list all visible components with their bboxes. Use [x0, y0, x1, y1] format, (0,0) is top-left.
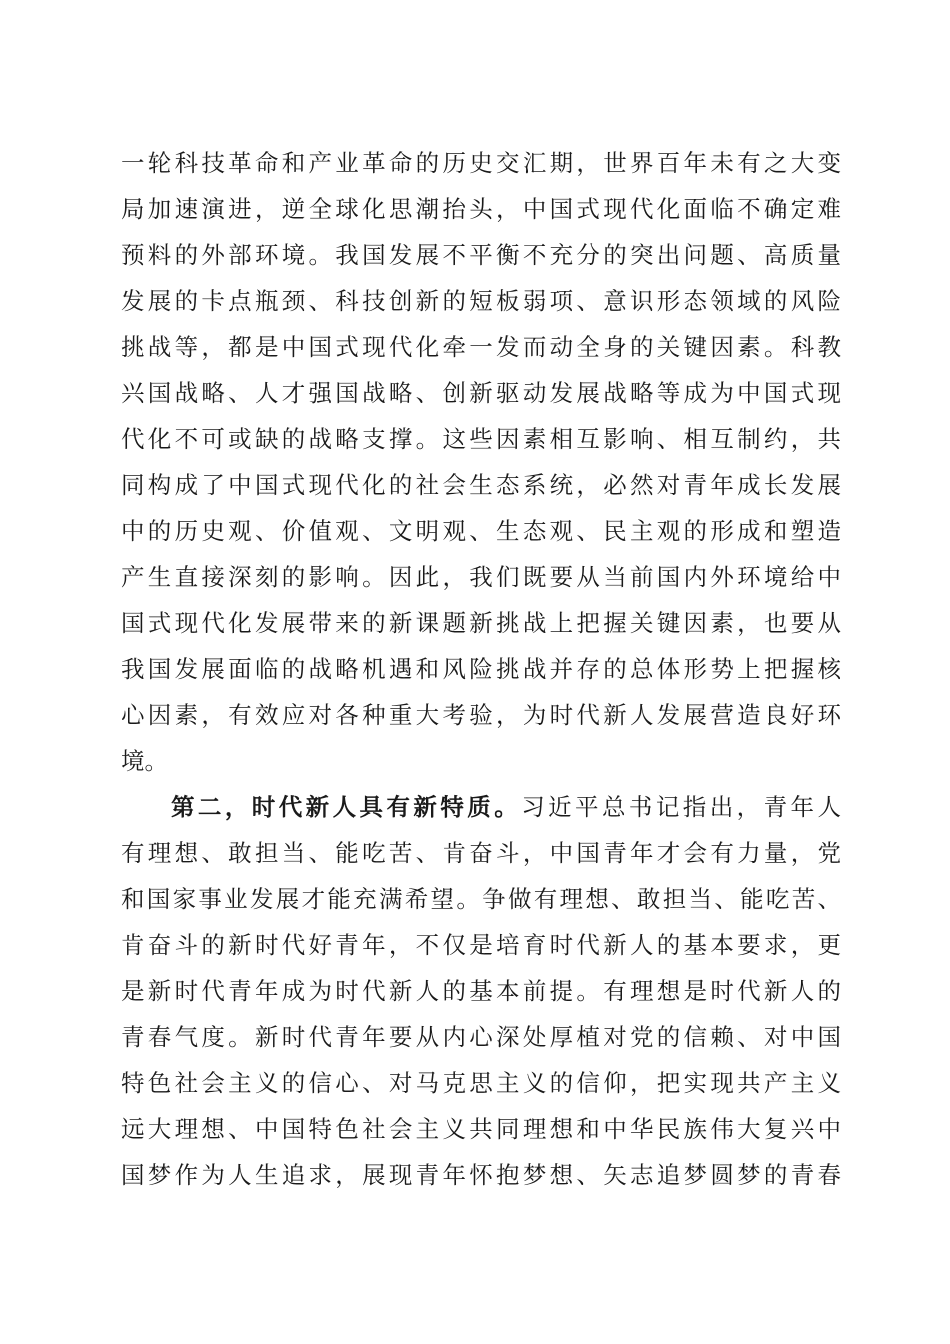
body-text — [121, 140, 841, 1198]
text-line: 远大理想、中国特色社会主义共同理想和中华民族伟大复兴中 — [121, 1115, 841, 1143]
text-line: 青春气度。新时代青年要从内心深处厚植对党的信赖、对中国 — [121, 1023, 841, 1051]
text-line: 心因素，有效应对各种重大考验，为时代新人发展营造良好环 — [121, 701, 841, 729]
text-line: 同构成了中国式现代化的社会生态系统，必然对青年成长发展 — [121, 471, 841, 499]
text-line: 一轮科技革命和产业革命的历史交汇期，世界百年未有之大变 — [121, 149, 841, 177]
text-line: 特色社会主义的信心、对马克思主义的信仰，把实现共产主义 — [121, 1069, 841, 1097]
text-line: 是新时代青年成为时代新人的基本前提。有理想是时代新人的 — [121, 977, 841, 1005]
text-line: 局加速演进，逆全球化思潮抬头，中国式现代化面临不确定难 — [121, 195, 841, 223]
text-line: 境。 — [121, 747, 168, 775]
text-line: 产生直接深刻的影响。因此，我们既要从当前国内外环境给中 — [121, 563, 841, 591]
text-line: 我国发展面临的战略机遇和风险挑战并存的总体形势上把握核 — [121, 655, 841, 683]
text-run: 习近平总书记指出，青年人 — [521, 793, 841, 821]
text-line: 肯奋斗的新时代好青年，不仅是培育时代新人的基本要求，更 — [121, 931, 841, 959]
text-line: 中的历史观、价值观、文明观、生态观、民主观的形成和塑造 — [121, 517, 841, 545]
paragraph-2-first-line — [121, 784, 841, 830]
text-line: 代化不可或缺的战略支撑。这些因素相互影响、相互制约，共 — [121, 425, 841, 453]
text-line: 兴国战略、人才强国战略、创新驱动发展战略等成为中国式现 — [121, 379, 841, 407]
text-line: 有理想、敢担当、能吃苦、肯奋斗，中国青年才会有力量，党 — [121, 839, 841, 867]
text-line: 挑战等，都是中国式现代化牵一发而动全身的关键因素。科教 — [121, 333, 841, 361]
text-line: 发展的卡点瓶颈、科技创新的短板弱项、意识形态领域的风险 — [121, 287, 841, 315]
paragraph-2 — [121, 784, 841, 1198]
paragraph-1 — [121, 140, 841, 784]
text-line: 和国家事业发展才能充满希望。争做有理想、敢担当、能吃苦、 — [121, 885, 841, 913]
text-line: 预料的外部环境。我国发展不平衡不充分的突出问题、高质量 — [121, 241, 841, 269]
text-line: 国梦作为人生追求，展现青年怀抱梦想、矢志追梦圆梦的青春 — [121, 1161, 841, 1189]
text-line: 国式现代化发展带来的新课题新挑战上把握关键因素，也要从 — [121, 609, 841, 637]
section-heading: 第二，时代新人具有新特质。 — [171, 793, 522, 821]
